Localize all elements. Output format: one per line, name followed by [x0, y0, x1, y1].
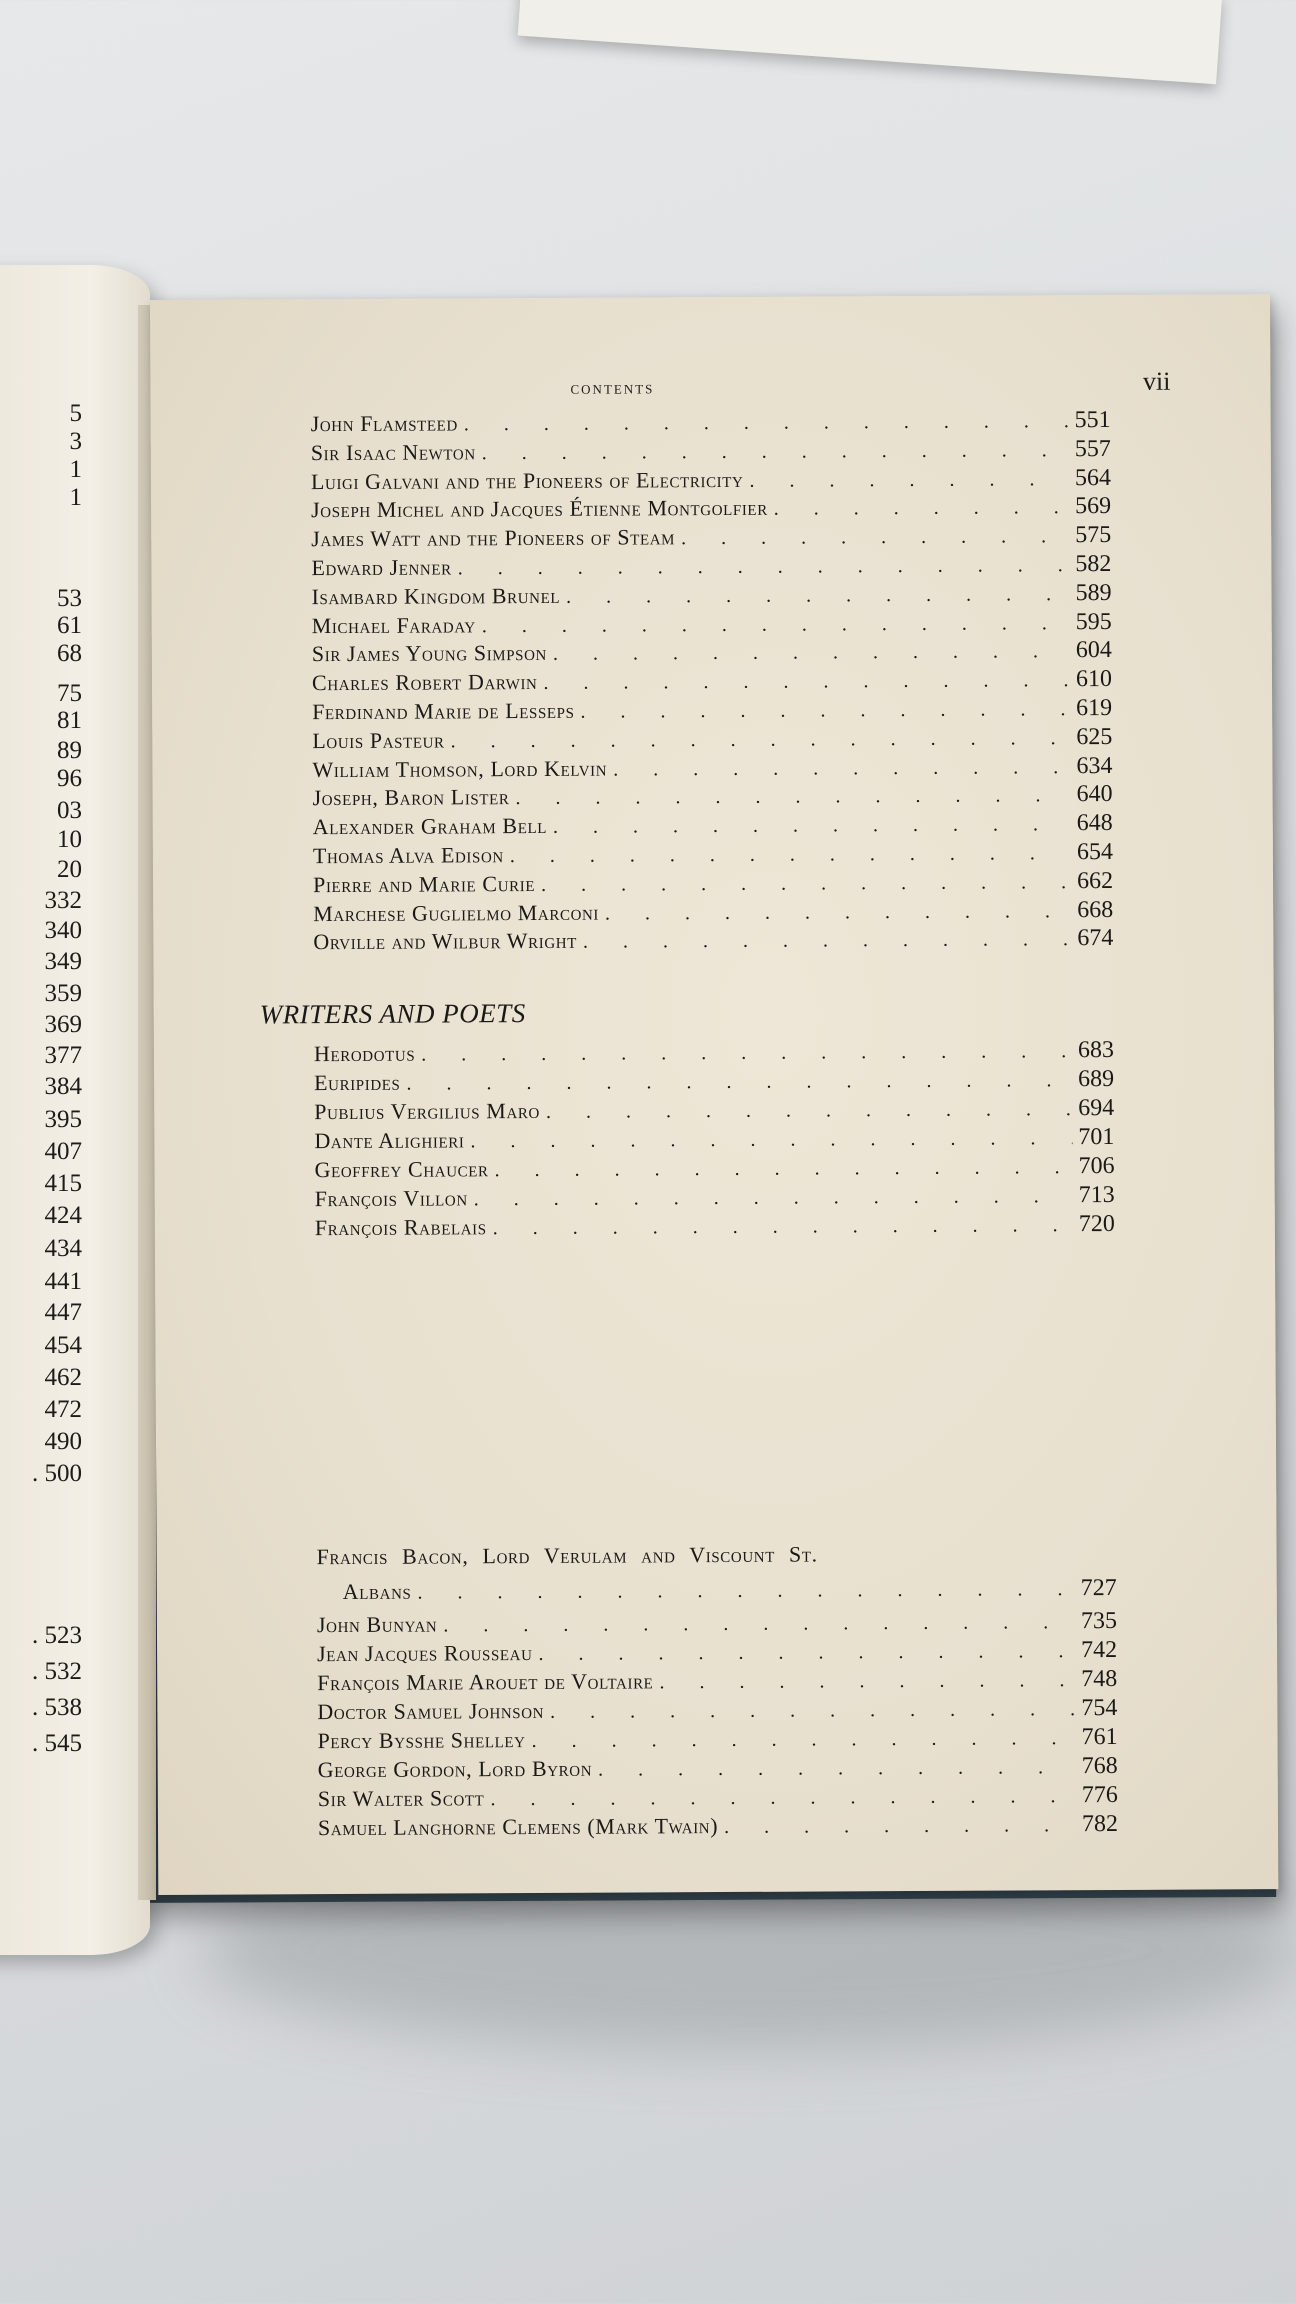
toc-entry — [318, 1811, 1118, 1845]
toc-leader-dots — [515, 785, 1070, 811]
toc-entry-title: François Marie Arouet de Voltaire — [317, 1668, 654, 1696]
toc-leader-dots — [493, 1214, 1073, 1240]
left-page-number: 454 — [44, 1332, 82, 1359]
left-page-number: 415 — [44, 1170, 82, 1197]
toc-entry-title: John Bunyan — [316, 1611, 438, 1638]
toc-entry-title: Sir Isaac Newton — [310, 439, 476, 465]
left-page-number: 472 — [44, 1396, 82, 1423]
toc-entry-page: 754 — [1081, 1694, 1118, 1722]
left-page-number: 89 — [57, 737, 82, 764]
toc-entry-title: Alexander Graham Bell — [312, 813, 548, 840]
left-page-number: 441 — [44, 1268, 82, 1295]
toc-entry-title: François Villon — [314, 1185, 468, 1212]
toc-entry-title: Joseph Michel and Jacques Étienne Montgolfier — [311, 495, 768, 523]
left-page-number: 5 — [69, 400, 82, 427]
toc-entry-title: Thomas Alva Edison — [312, 842, 504, 869]
toc-entry-page: 551 — [1074, 406, 1111, 434]
toc-entry-page: 619 — [1076, 694, 1113, 722]
toc-entry-page: 694 — [1078, 1094, 1115, 1122]
toc-entry — [315, 1211, 1115, 1245]
left-page-number: 61 — [57, 612, 82, 639]
toc-leader-dots — [482, 439, 1069, 465]
toc-entry-page: 674 — [1077, 925, 1114, 952]
left-page-number: 03 — [57, 797, 82, 824]
left-page-number: 3 — [69, 428, 82, 455]
left-page-number: 359 — [44, 980, 82, 1007]
toc-entry-title: Percy Bysshe Shelley — [317, 1727, 526, 1754]
toc-leader-dots — [566, 583, 1070, 609]
left-page-number: 490 — [44, 1428, 82, 1455]
left-page-number: 395 — [44, 1106, 82, 1133]
contents-page — [150, 294, 1278, 1895]
toc-entry-page: 589 — [1075, 579, 1112, 606]
toc-entry-page: 575 — [1075, 522, 1112, 549]
toc-entry-title: Ferdinand Marie de Lesseps — [312, 697, 575, 725]
left-page-number: 68 — [57, 640, 82, 667]
toc-entry-page: 569 — [1075, 493, 1112, 520]
left-page-number: . 523 — [32, 1622, 82, 1649]
toc-entry-page: 564 — [1074, 464, 1112, 491]
left-page-number: 447 — [44, 1299, 82, 1326]
toc-leader-dots — [583, 929, 1072, 955]
left-page-number: 1 — [69, 484, 82, 511]
toc-entry-page: 610 — [1075, 666, 1113, 693]
toc-leader-dots — [598, 1756, 1076, 1782]
toc-entry-title: Luigi Galvani and the Pioneers of Electricity — [310, 466, 744, 494]
page-header: contents — [570, 377, 655, 398]
toc-leader-dots — [470, 1127, 1072, 1153]
toc-entry-title: Jean Jacques Rousseau — [317, 1640, 533, 1667]
toc-leader-dots — [443, 1611, 1075, 1637]
toc-entry-title: Charles Robert Darwin — [311, 669, 538, 696]
left-page-number: 424 — [44, 1202, 82, 1229]
left-page-number: 96 — [57, 765, 82, 792]
toc-entry — [313, 925, 1113, 959]
left-page-number: . 532 — [32, 1658, 82, 1685]
toc-leader-dots — [417, 1578, 1074, 1604]
toc-entry-title: Edward Jenner — [311, 554, 452, 581]
toc-entry-title: Isambard Kingdom Brunel — [311, 582, 561, 609]
toc-entry-title: George Gordon, Lord Byron — [317, 1755, 593, 1783]
toc-entry-page: 706 — [1078, 1152, 1115, 1180]
toc-entry-page: 604 — [1075, 637, 1112, 664]
left-page-number: 340 — [44, 917, 82, 944]
left-page-number: 81 — [57, 707, 82, 734]
toc-leader-dots — [541, 871, 1071, 897]
toc-leader-dots — [421, 1040, 1072, 1066]
toc-entry-page: 748 — [1081, 1665, 1118, 1693]
toc-leader-dots — [546, 1098, 1072, 1124]
left-page-number: 53 — [57, 585, 82, 612]
left-page-number: 462 — [44, 1364, 82, 1391]
toc-entry-page: 640 — [1076, 781, 1113, 808]
toc-entry-page: 648 — [1076, 810, 1113, 837]
left-page-number: 369 — [44, 1011, 82, 1038]
toc-entry-page: 727 — [1080, 1574, 1117, 1602]
toc-leader-dots — [474, 1185, 1073, 1211]
toc-entry-page: 701 — [1078, 1123, 1115, 1151]
toc-leader-dots — [490, 1785, 1076, 1811]
toc-leader-dots — [482, 612, 1070, 638]
toc-entry-page: 776 — [1081, 1781, 1118, 1809]
toc-leader-dots — [406, 1069, 1072, 1095]
toc-entry-bacon-line1: Francis Bacon, Lord Verulam and Viscount St. — [316, 1541, 818, 1570]
toc-entry-page: 720 — [1078, 1210, 1115, 1238]
toc-entry-title: Herodotus — [313, 1040, 416, 1067]
toc-entry-page: 654 — [1076, 838, 1113, 866]
toc-entry-title: James Watt and the Pioneers of Steam — [311, 524, 676, 552]
left-page-number: 434 — [44, 1235, 82, 1262]
toc-entry-title: Samuel Langhorne Clemens (Mark Twain) — [317, 1813, 719, 1841]
toc-entry-title: Albans — [342, 1578, 412, 1605]
toc-entry-title: Publius Vergilius Maro — [314, 1097, 540, 1125]
toc-entry-page: 735 — [1080, 1607, 1117, 1635]
toc-leader-dots — [774, 497, 1069, 522]
background-paper — [518, 0, 1223, 84]
toc-leader-dots — [550, 1698, 1075, 1724]
toc-leader-dots — [681, 525, 1069, 550]
toc-entry-title: Euripides — [314, 1069, 401, 1096]
toc-entry-page: 782 — [1081, 1810, 1119, 1838]
left-page-number: 10 — [57, 826, 82, 853]
toc-leader-dots — [613, 756, 1070, 781]
toc-entry-title: Marchese Guglielmo Marconi — [313, 899, 600, 926]
toc-leader-dots — [580, 698, 1070, 724]
toc-leader-dots — [659, 1669, 1075, 1694]
toc-leader-dots — [531, 1727, 1075, 1753]
toc-entry-title: Pierre and Marie Curie — [312, 870, 536, 897]
toc-leader-dots — [553, 641, 1070, 667]
toc-entry-title: Sir James Young Simpson — [311, 640, 548, 667]
left-page-number: 75 — [57, 680, 82, 707]
left-page-number: . 545 — [32, 1730, 82, 1757]
toc-entry-title: Louis Pasteur — [312, 727, 445, 753]
left-page-number: 349 — [44, 948, 82, 975]
toc-entry-title: John Flamsteed — [310, 410, 458, 437]
toc-entry-page: 713 — [1078, 1181, 1115, 1209]
toc-entry-title: Dante Alighieri — [314, 1127, 465, 1154]
section-heading: WRITERS AND POETS — [259, 998, 526, 1030]
left-page-number: 384 — [44, 1073, 82, 1100]
toc-entry-page: 683 — [1077, 1036, 1115, 1064]
toc-entry-page: 595 — [1075, 608, 1112, 635]
toc-leader-dots — [458, 554, 1070, 580]
toc-entry-title: Joseph, Baron Lister — [312, 784, 510, 811]
toc-leader-dots — [605, 900, 1071, 925]
toc-leader-dots — [543, 669, 1070, 695]
toc-leader-dots — [553, 813, 1071, 839]
left-page-number: 332 — [44, 887, 82, 914]
toc-entry-title: Geoffrey Chaucer — [314, 1156, 489, 1183]
left-page-number: 1 — [69, 456, 82, 483]
left-page-number: . 538 — [32, 1694, 82, 1721]
left-page-number: . 500 — [32, 1460, 82, 1487]
toc-leader-dots — [510, 842, 1071, 868]
toc-entry-page: 689 — [1078, 1065, 1115, 1093]
toc-entry-page: 768 — [1081, 1752, 1118, 1780]
toc-entry-page: 625 — [1076, 723, 1113, 750]
toc-entry-page: 662 — [1076, 867, 1114, 894]
toc-entry-title: François Rabelais — [314, 1214, 487, 1241]
page-number: vii — [1142, 366, 1171, 396]
toc-leader-dots — [749, 468, 1069, 493]
toc-entry-title: William Thomson, Lord Kelvin — [312, 755, 608, 782]
toc-entry-title: Doctor Samuel Johnson — [317, 1697, 545, 1725]
toc-leader-dots — [451, 727, 1071, 753]
toc-entry-page: 742 — [1081, 1636, 1118, 1664]
left-page-number: 20 — [57, 856, 82, 883]
toc-entry-title: Orville and Wilbur Wright — [313, 928, 578, 955]
toc-entry-title: Sir Walter Scott — [317, 1785, 485, 1812]
toc-entry-page: 668 — [1077, 896, 1114, 923]
left-page-number: 407 — [44, 1138, 82, 1165]
toc-entry-page: 761 — [1081, 1723, 1118, 1751]
toc-entry-bacon-line2 — [343, 1575, 1117, 1609]
left-page-number: 377 — [44, 1042, 82, 1069]
toc-leader-dots — [538, 1640, 1075, 1666]
toc-entry-title: Michael Faraday — [311, 611, 476, 638]
toc-entry-page: 557 — [1074, 435, 1111, 462]
toc-leader-dots — [724, 1814, 1076, 1839]
toc-entry-page: 634 — [1076, 752, 1113, 779]
toc-entry-page: 582 — [1075, 550, 1112, 578]
toc-leader-dots — [464, 410, 1069, 436]
toc-leader-dots — [495, 1156, 1073, 1182]
